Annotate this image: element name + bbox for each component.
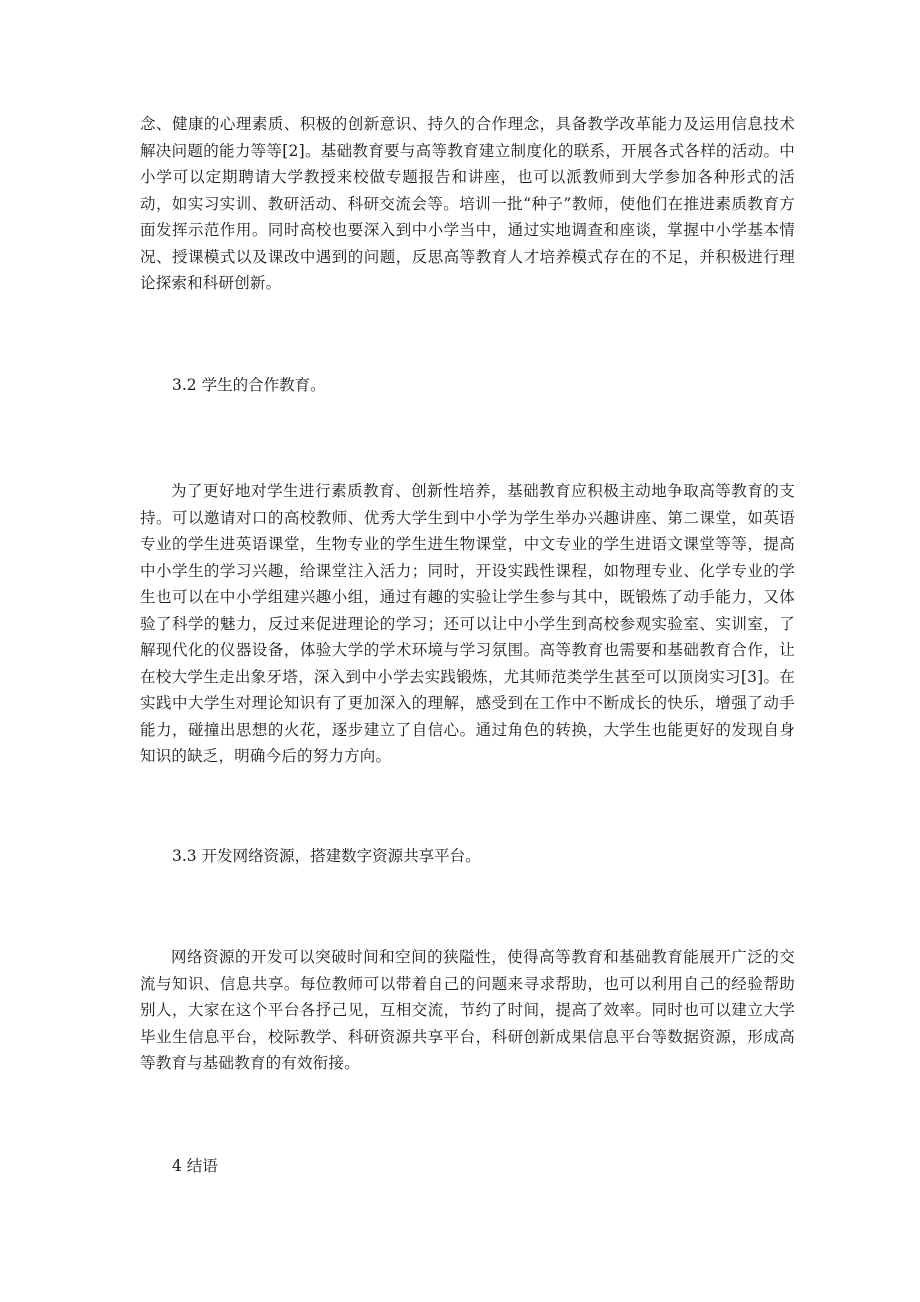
- paragraph-teacher-cooperation: 念、健康的心理素质、积极的创新意识、持久的合作理念，具备教学改革能力及运用信息技术解决问题的能力等等[2]。基础教育要与高等教育建立制度化的联系，开展各式各样的活动。中小学可以定期聘请大学教授来校做专题报告和讲座，也可以派教师到大学参加各种形式的活动，如实习实训、教研活动、科研交流会等。培训一批“种子”教师，使他们在推进素质教育方面发挥示范作用。同时高校也要深入到中小学当中，通过实地调查和座谈，掌握中小学基本情况、授课模式以及课改中遇到的问题，反思高等教育人才培养模式存在的不足，并积极进行理论探索和科研创新。: [140, 115, 795, 292]
- paragraph-student-cooperation: 为了更好地对学生进行素质教育、创新性培养，基础教育应积极主动地争取高等教育的支持。可以邀请对口的高校教师、优秀大学生到中小学为学生举办兴趣讲座、第二课堂，如英语专业的学生进英语课堂，生物专业的学生进生物课堂，中文专业的学生进语文课堂等等，提高中小学生的学习兴趣，给课堂注入活力；同时，开设实践性课程，如物理专业、化学专业的学生也可以在中小学组建兴趣小组，通过有趣的实验让学生参与其中，既锻炼了动手能力，又体验了科学的魅力，反过来促进理论的学习；还可以让中小学生到高校参观实验室、实训室，了解现代化的仪器设备，体验大学的学术环境与学习氛围。高等教育也需要和基础教育合作，让在校大学生走出象牙塔，深入到中小学去实践锻炼，尤其师范类学生甚至可以顶岗实习[3]。在实践中大学生对理论知识有了更加深入的理解，感受到在工作中不断成长的快乐，增强了动手能力，碰撞出思想的火花，逐步建立了自信心。通过角色的转换，大学生也能更好的发现自身知识的缺乏，明确今后的努力方向。: [140, 482, 795, 765]
- section-heading-4: 4 结语: [172, 1157, 218, 1175]
- section-heading-3-2: 3.2 学生的合作教育。: [172, 376, 326, 394]
- section-heading-3-3: 3.3 开发网络资源，搭建数字资源共享平台。: [172, 847, 481, 865]
- paragraph-network-resources: 网络资源的开发可以突破时间和空间的狭隘性，使得高等教育和基础教育能展开广泛的交流与知识、信息共享。每位教师可以带着自己的问题来寻求帮助，也可以利用自己的经验帮助别人，大家在这个平台各抒己见，互相交流，节约了时间，提高了效率。同时也可以建立大学毕业生信息平台，校际教学、科研资源共享平台，科研创新成果信息平台等数据资源，形成高等教育与基础教育的有效衔接。: [140, 948, 795, 1072]
